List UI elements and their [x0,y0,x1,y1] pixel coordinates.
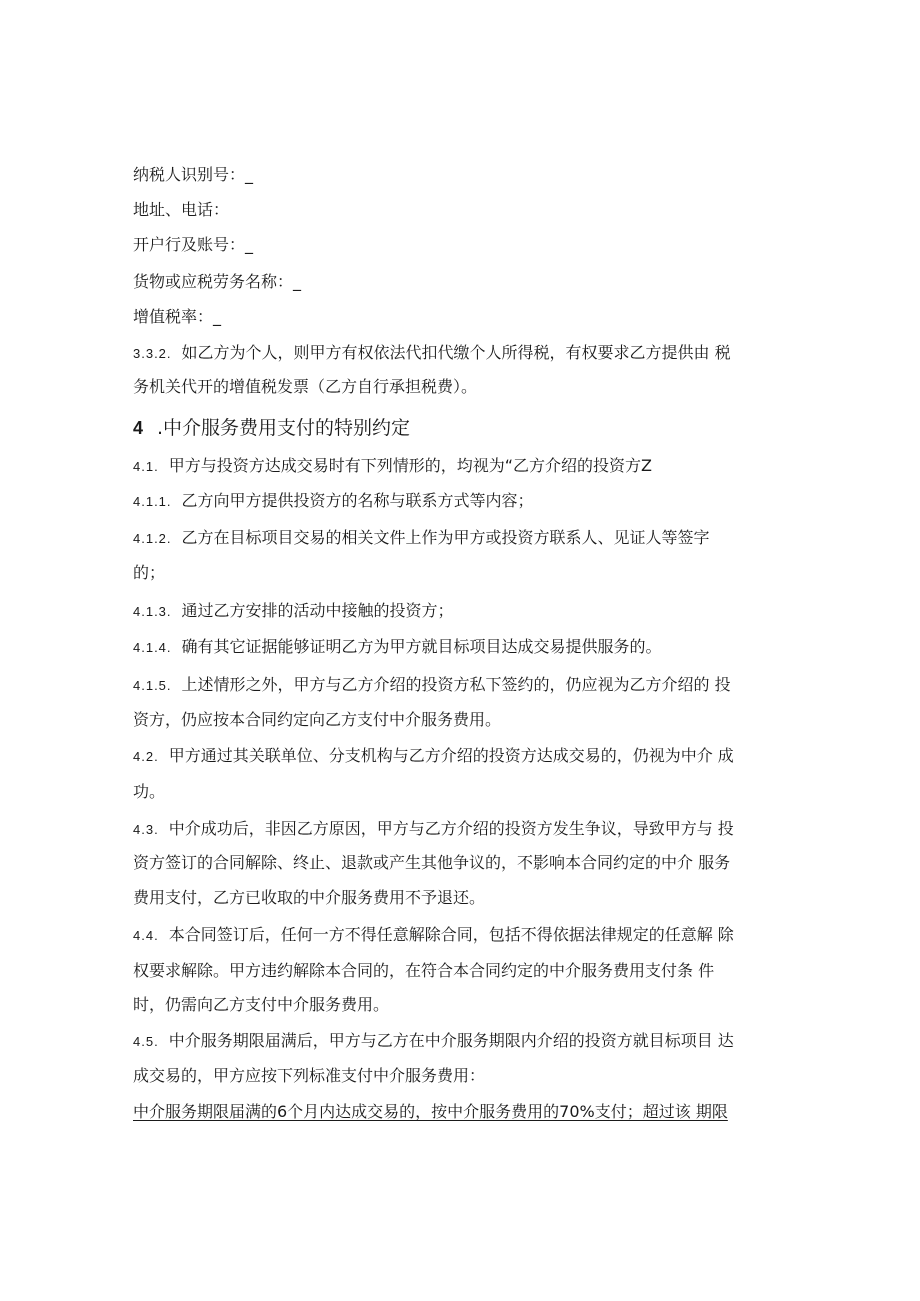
clause-number: 3.3.2. [133,346,172,361]
clause-4-5-line1 [133,1031,734,1052]
vat-rate-field: 增值税率：_ [133,307,222,326]
clause-text: 乙方在目标项目交易的相关文件上作为甲方或投资方联系人、见证人等签字 [181,528,710,547]
clause-4-1 [133,456,652,477]
section-4-heading [133,418,410,438]
clause-number: 4.1.1. [133,494,172,509]
clause-4-3-line3: 费用支付，乙方已收取的中介服务费用不予退还。 [133,888,486,907]
clause-4-1-4 [133,637,662,658]
clause-3-3-2-line1 [133,343,731,364]
fee-terms-underlined: 中介服务期限届满的6个月内达成交易的，按中介服务费用的70%支付；超过该 期限 [133,1102,728,1121]
clause-4-4-line3: 时，仍需向乙方支付中介服务费用。 [133,995,390,1014]
section-number: 4 [133,418,144,438]
clause-4-4-line2: 权要求解除。甲方违约解除本合同的，在符合本合同约定的中介服务费用支付条 件 [133,961,715,980]
clause-4-4-line1 [133,925,734,946]
clause-3-3-2-line2: 务机关代开的增值税发票（乙方自行承担税费）。 [133,377,478,396]
clause-text: 甲方与投资方达成交易时有下列情形的，均视为“乙方介绍的投资方Z [168,456,652,475]
clause-text: 甲方通过其关联单位、分支机构与乙方介绍的投资方达成交易的，仍视为中介 成 [168,746,734,765]
clause-4-2-line2: 功。 [133,782,166,801]
clause-4-5-line2: 成交易的，甲方应按下列标准支付中介服务费用： [133,1066,486,1085]
clause-number: 4.3. [133,822,159,837]
clause-text: 确有其它证据能够证明乙方为甲方就目标项目达成交易提供服务的。 [181,637,662,656]
clause-text: 中介服务期限届满后，甲方与乙方在中介服务期限内介绍的投资方就目标项目 达 [168,1031,734,1050]
clause-number: 4.1.4. [133,640,172,655]
clause-number: 4.1.5. [133,678,172,693]
address-phone-field: 地址、电话： [133,200,230,219]
clause-text: 本合同签订后，任何一方不得任意解除合同，包括不得依据法律规定的任意解 除 [168,925,734,944]
clause-text: 中介成功后，非因乙方原因，甲方与乙方介绍的投资方发生争议，导致甲方与 投 [168,819,734,838]
clause-text: 通过乙方安排的活动中接触的投资方； [181,601,454,620]
clause-text: 如乙方为个人，则甲方有权依法代扣代缴个人所得税，有权要求乙方提供由 税 [181,343,731,362]
taxpayer-id-field: 纳税人识别号：_ [133,165,254,184]
clause-4-1-2-line1 [133,528,710,549]
clause-4-1-1 [133,491,534,512]
section-title: .中介服务费用支付的特别约定 [157,417,411,439]
clause-number: 4.5. [133,1034,159,1049]
clause-4-1-5-line1 [133,675,731,696]
clause-text: 乙方向甲方提供投资方的名称与联系方式等内容； [181,491,534,510]
clause-number: 4.1. [133,459,159,474]
clause-4-1-3 [133,601,454,622]
clause-4-1-2-line2: 的； [133,563,166,582]
clause-number: 4.1.2. [133,531,172,546]
clause-number: 4.4. [133,928,159,943]
clause-number: 4.1.3. [133,604,172,619]
goods-name-field: 货物或应税劳务名称：_ [133,272,302,291]
clause-4-3-line2: 资方签订的合同解除、终止、退款或产生其他争议的，不影响本合同约定的中介 服务 [133,853,731,872]
bank-account-field: 开户行及账号：_ [133,235,254,254]
clause-number: 4.2. [133,749,159,764]
clause-4-3-line1 [133,819,734,840]
clause-4-1-5-line2: 资方，仍应按本合同约定向乙方支付中介服务费用。 [133,710,502,729]
clause-4-2-line1 [133,746,734,767]
clause-text: 上述情形之外，甲方与乙方介绍的投资方私下签约的，仍应视为乙方介绍的 投 [181,675,731,694]
